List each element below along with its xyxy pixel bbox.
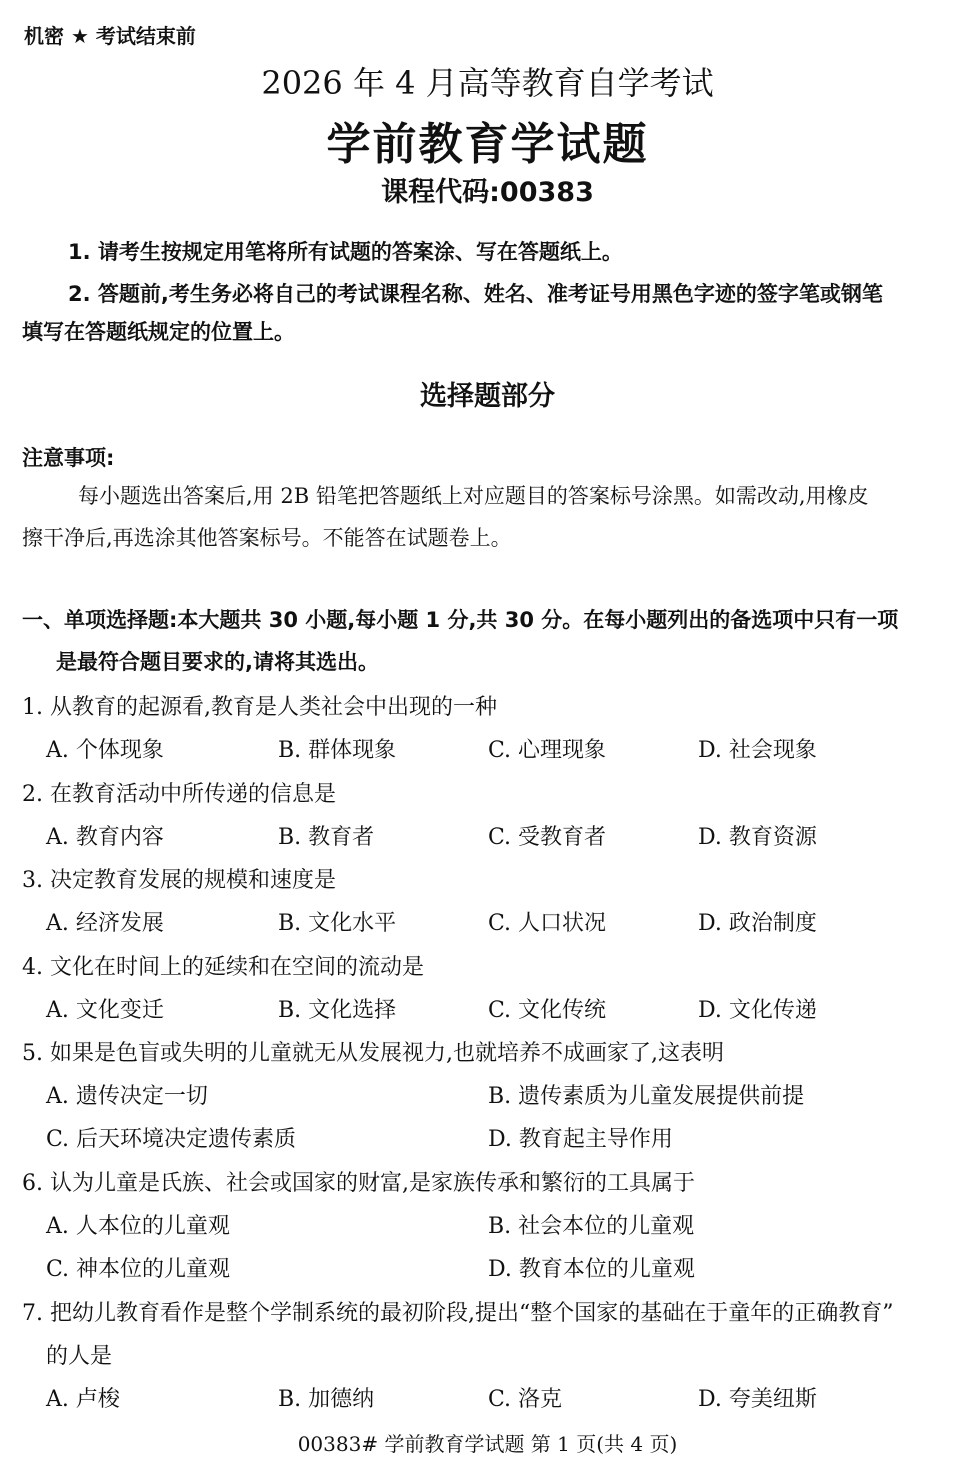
section-title: 选择题部分 (420, 381, 555, 412)
question-2-stem: 2. 在教育活动中所传递的信息是 (22, 782, 336, 807)
part1-heading: 一、单项选择题:本大题共 30 小题,每小题 1 分,共 30 分。在每小题列出的备选项中只有一项 (22, 608, 899, 632)
part1-heading-cont: 是最符合题目要求的,请将其选出。 (56, 650, 379, 674)
question-5-stem: 5. 如果是色盲或失明的儿童就无从发展视力,也就培养不成画家了,这表明 (22, 1041, 724, 1066)
instruction-2: 2. 答题前,考生务必将自己的考试课程名称、姓名、准考证号用黑色字迹的签字笔或钢笔 (68, 282, 883, 306)
question-3-option-a: A. 经济发展 (46, 911, 164, 936)
question-7-option-a: A. 卢梭 (46, 1387, 120, 1412)
question-6-option-c: C. 神本位的儿童观 (46, 1257, 231, 1282)
question-4-stem: 4. 文化在时间上的延续和在空间的流动是 (22, 955, 424, 980)
question-6-stem: 6. 认为儿童是氏族、社会或国家的财富,是家族传承和繁衍的工具属于 (22, 1171, 695, 1196)
question-7-stem: 7. 把幼儿教育看作是整个学制系统的最初阶段,提出“整个国家的基础在于童年的正确教育” (22, 1301, 894, 1326)
question-4-option-a: A. 文化变迁 (46, 998, 164, 1023)
question-6-option-a: A. 人本位的儿童观 (46, 1214, 230, 1239)
question-1-option-a: A. 个体现象 (46, 738, 164, 763)
question-3-option-b: B. 文化水平 (278, 911, 397, 936)
question-7-option-c: C. 洛克 (488, 1387, 563, 1412)
question-3-option-c: C. 人口状况 (488, 911, 607, 936)
notice-text-cont: 擦干净后,再选涂其他答案标号。不能答在试题卷上。 (22, 526, 512, 550)
instruction-1: 1. 请考生按规定用笔将所有试题的答案涂、写在答题纸上。 (68, 240, 623, 264)
notice-text: 每小题选出答案后,用 2B 铅笔把答题纸上对应题目的答案标号涂黑。如需改动,用橡皮 (78, 484, 869, 508)
question-3-stem: 3. 决定教育发展的规模和速度是 (22, 868, 336, 893)
question-7-stem-cont: 的人是 (46, 1344, 113, 1369)
question-6-option-b: B. 社会本位的儿童观 (488, 1214, 695, 1239)
question-6-option-d: D. 教育本位的儿童观 (488, 1257, 695, 1282)
exam-title: 2026 年 4 月高等教育自学考试 (261, 64, 714, 102)
question-1-stem: 1. 从教育的起源看,教育是人类社会中出现的一种 (22, 695, 497, 720)
confidential-label: 机密 ★ 考试结束前 (24, 24, 196, 48)
question-5-option-c: C. 后天环境决定遗传素质 (46, 1127, 297, 1152)
question-7-option-b: B. 加德纳 (278, 1387, 375, 1412)
question-4-option-d: D. 文化传递 (698, 998, 817, 1023)
question-2-option-a: A. 教育内容 (46, 825, 164, 850)
course-code: 课程代码:00383 (381, 177, 594, 208)
paper-title: 学前教育学试题 (326, 119, 649, 170)
question-4-option-b: B. 文化选择 (278, 998, 397, 1023)
question-5-option-d: D. 教育起主导作用 (488, 1127, 673, 1152)
page-footer: 00383# 学前教育学试题 第 1 页(共 4 页) (297, 1432, 678, 1456)
question-1-option-d: D. 社会现象 (698, 738, 817, 763)
question-5-option-b: B. 遗传素质为儿童发展提供前提 (488, 1084, 805, 1109)
notice-label: 注意事项: (22, 446, 115, 470)
question-2-option-d: D. 教育资源 (698, 825, 817, 850)
question-1-option-b: B. 群体现象 (278, 738, 397, 763)
question-4-option-c: C. 文化传统 (488, 998, 607, 1023)
question-3-option-d: D. 政治制度 (698, 911, 817, 936)
instruction-2-cont: 填写在答题纸规定的位置上。 (22, 320, 295, 344)
question-7-option-d: D. 夸美纽斯 (698, 1387, 817, 1412)
question-1-option-c: C. 心理现象 (488, 738, 607, 763)
question-2-option-c: C. 受教育者 (488, 825, 607, 850)
question-2-option-b: B. 教育者 (278, 825, 375, 850)
question-5-option-a: A. 遗传决定一切 (46, 1084, 208, 1109)
